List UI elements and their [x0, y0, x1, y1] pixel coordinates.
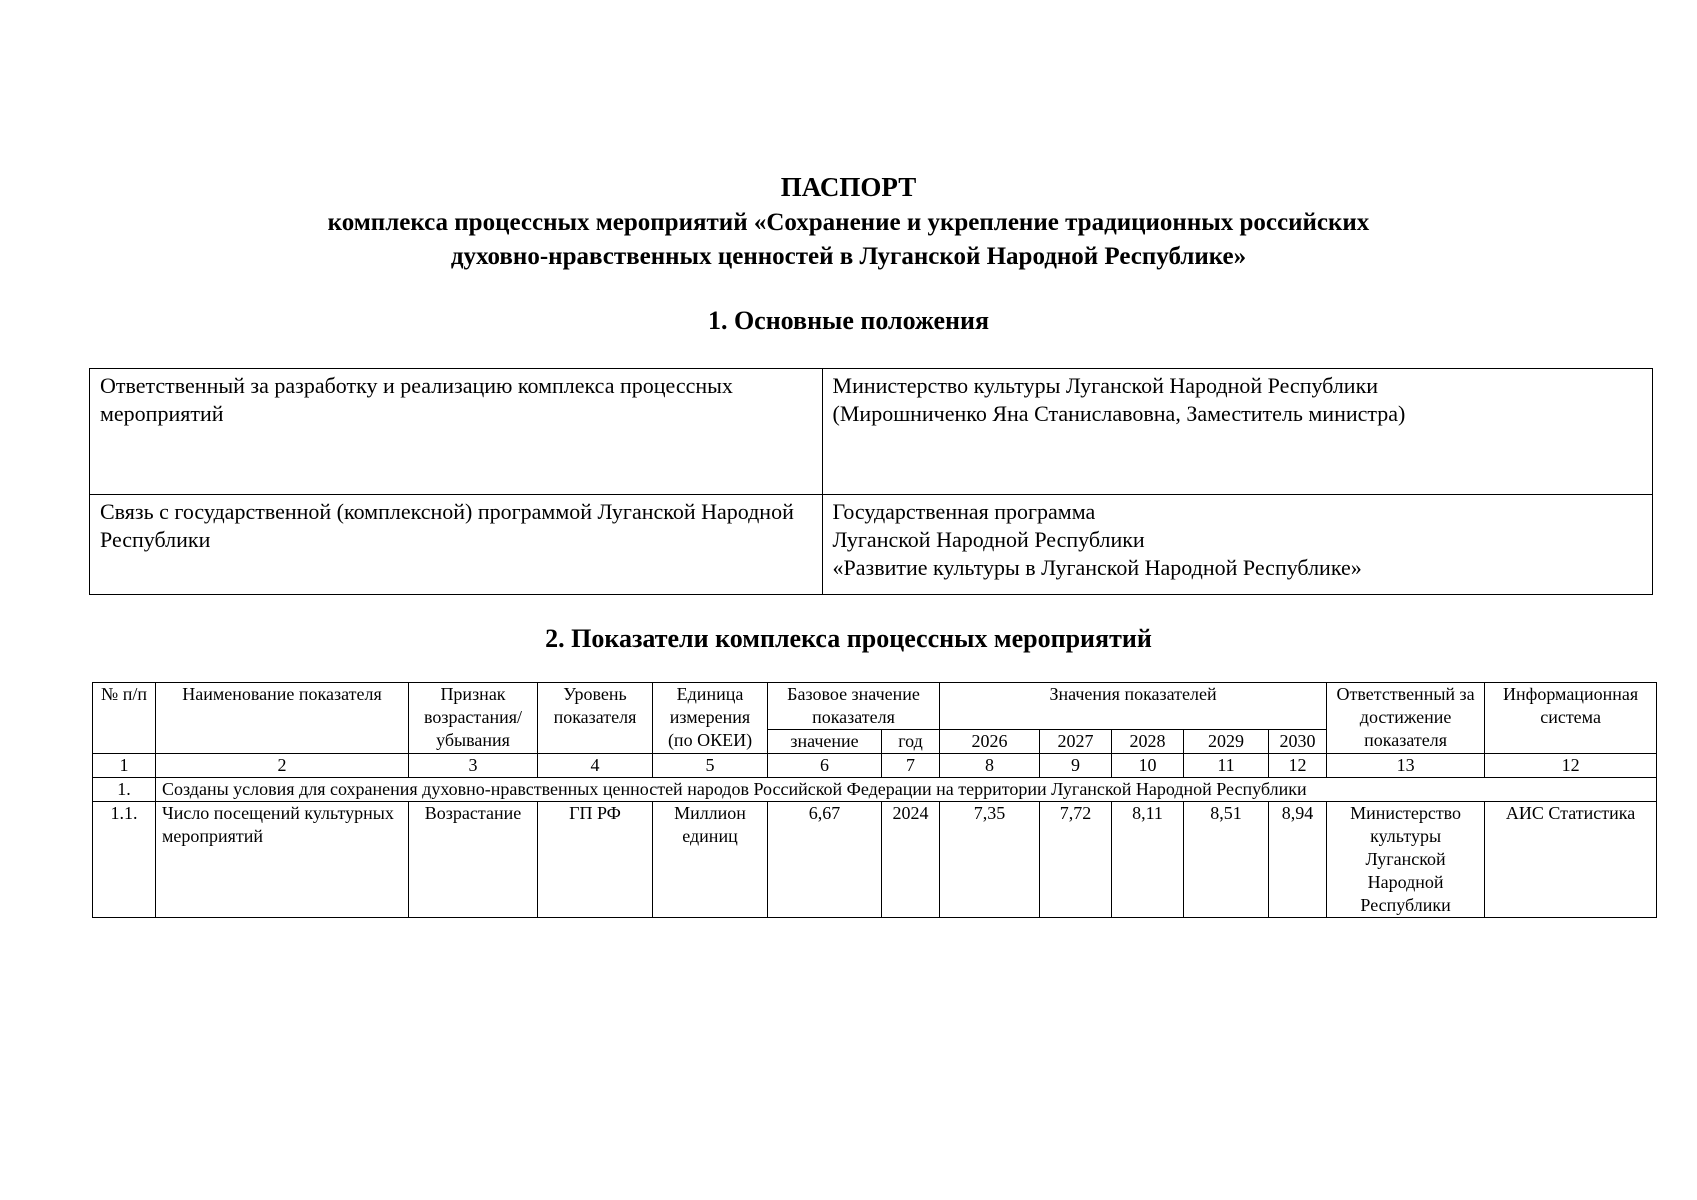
col-header-year: 2026 [940, 730, 1040, 754]
provision-value [822, 369, 1652, 495]
column-index: 13 [1327, 754, 1485, 778]
indicator-value: 8,94 [1269, 802, 1327, 918]
provision-value-line: (Мирошниченко Яна Станиславовна, Заместитель министра) [832, 401, 1406, 426]
col-header-year: 2028 [1112, 730, 1184, 754]
column-index: 2 [156, 754, 409, 778]
column-index: 12 [1485, 754, 1657, 778]
indicator-value: 7,35 [940, 802, 1040, 918]
provision-value-line: Луганской Народной Республики [832, 527, 1145, 552]
indicator-unit: Миллион единиц [653, 802, 768, 918]
group-title: Созданы условия для сохранения духовно-нравственных ценностей народов Российской Федерации на территории Луганской Народной Республики [156, 778, 1657, 802]
main-provisions-table [89, 368, 1653, 595]
column-index: 12 [1269, 754, 1327, 778]
col-header-base-value: значение [768, 730, 882, 754]
column-index: 4 [538, 754, 653, 778]
col-header-values: Значения показателей [940, 683, 1327, 730]
column-index: 9 [1040, 754, 1112, 778]
col-header-base: Базовое значение показателя [768, 683, 940, 730]
indicators-table [92, 682, 1657, 918]
subtitle-line-1: комплекса процессных мероприятий «Сохранение и укрепление традиционных российских [327, 209, 1370, 236]
document-subtitle [0, 206, 1697, 274]
column-index: 5 [653, 754, 768, 778]
table-row [93, 802, 1657, 918]
section2-heading: 2. Показатели комплекса процессных мероприятий [545, 624, 1152, 653]
indicator-base-year: 2024 [882, 802, 940, 918]
indicator-level: ГП РФ [538, 802, 653, 918]
col-header-unit: Единица измерения (по ОКЕИ) [653, 683, 768, 754]
column-index: 1 [93, 754, 156, 778]
table-row [90, 495, 1653, 595]
provision-value-line: «Развитие культуры в Луганской Народной Республике» [832, 555, 1362, 580]
col-header-level: Уровень показателя [538, 683, 653, 754]
indicator-value: 8,11 [1112, 802, 1184, 918]
column-index: 3 [409, 754, 538, 778]
column-index-row [93, 754, 1657, 778]
column-index: 8 [940, 754, 1040, 778]
row-num: 1.1. [93, 802, 156, 918]
column-index: 10 [1112, 754, 1184, 778]
column-index: 6 [768, 754, 882, 778]
provision-value-line: Государственная программа [832, 499, 1096, 524]
group-row [93, 778, 1657, 802]
col-header-base-year: год [882, 730, 940, 754]
indicator-value: 8,51 [1184, 802, 1269, 918]
document-title: ПАСПОРТ [780, 172, 917, 202]
provision-value-line: Министерство культуры Луганской Народной Республики [832, 373, 1379, 398]
col-header-year: 2029 [1184, 730, 1269, 754]
indicator-responsible: Министерство культуры Луганской Народной Республики [1327, 802, 1485, 918]
subtitle-line-2: духовно-нравственных ценностей в Луганской Народной Республике» [450, 243, 1247, 270]
indicator-value: 7,72 [1040, 802, 1112, 918]
col-header-sign: Признак возрастания/ убывания [409, 683, 538, 754]
col-header-system: Информационная система [1485, 683, 1657, 754]
col-header-num: № п/п [93, 683, 156, 754]
indicator-sign: Возрастание [409, 802, 538, 918]
provision-label: Связь с государственной (комплексной) программой Луганской Народной Республики [90, 495, 823, 595]
section1-heading: 1. Основные положения [707, 306, 990, 335]
indicator-name: Число посещений культурных мероприятий [156, 802, 409, 918]
col-header-year: 2030 [1269, 730, 1327, 754]
col-header-year: 2027 [1040, 730, 1112, 754]
col-header-name: Наименование показателя [156, 683, 409, 754]
indicator-system: АИС Статистика [1485, 802, 1657, 918]
col-header-responsible: Ответственный за достижение показателя [1327, 683, 1485, 754]
column-index: 11 [1184, 754, 1269, 778]
indicator-base-value: 6,67 [768, 802, 882, 918]
table-row [90, 369, 1653, 495]
group-num: 1. [93, 778, 156, 802]
provision-label: Ответственный за разработку и реализацию комплекса процессных мероприятий [90, 369, 823, 495]
provision-value [822, 495, 1652, 595]
column-index: 7 [882, 754, 940, 778]
